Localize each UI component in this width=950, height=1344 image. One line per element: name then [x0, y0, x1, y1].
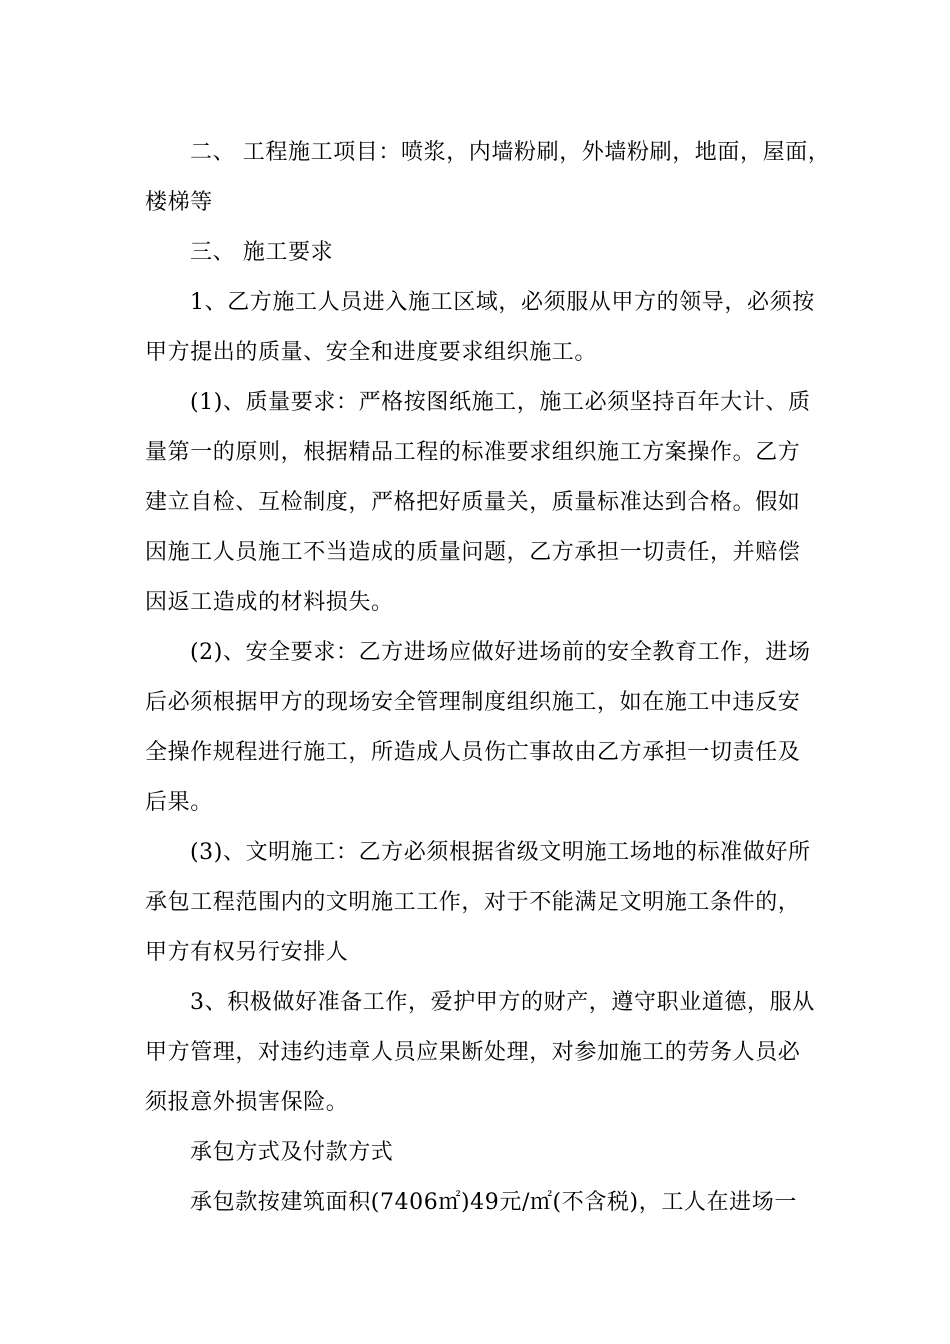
paragraph-line: 甲方有权另行安排人: [145, 940, 349, 965]
paragraph-line: 甲方提出的质量、安全和进度要求组织施工。: [145, 340, 598, 365]
paragraph-line: 全操作规程进行施工，所造成人员伤亡事故由乙方承担一切责任及: [145, 740, 801, 765]
paragraph-line: (1)、质量要求：严格按图纸施工，施工必须坚持百年大计、质: [190, 390, 811, 415]
paragraph-line: 量第一的原则，根据精品工程的标准要求组织施工方案操作。乙方: [145, 440, 801, 465]
section-heading: 承包方式及付款方式: [190, 1140, 394, 1165]
paragraph-line: 后必须根据甲方的现场安全管理制度组织施工，如在施工中违反安: [145, 690, 801, 715]
paragraph-line: 须报意外损害保险。: [145, 1090, 349, 1115]
paragraph-line: (3)、文明施工：乙方必须根据省级文明施工场地的标准做好所: [190, 840, 811, 865]
paragraph-line: 楼梯等: [145, 190, 213, 215]
paragraph-line: 1、乙方施工人员进入施工区域，必须服从甲方的领导，必须按: [190, 290, 815, 315]
paragraph-line: 承包款按建筑面积(7406㎡)49元/㎡(不含税)，工人在进场一: [190, 1190, 797, 1215]
paragraph-line: 后果。: [145, 790, 213, 815]
paragraph-line: 3、积极做好准备工作，爱护甲方的财产，遵守职业道德，服从: [190, 990, 815, 1015]
paragraph-line: 承包工程范围内的文明施工工作，对于不能满足文明施工条件的，: [145, 890, 801, 915]
paragraph-line: 因施工人员施工不当造成的质量问题，乙方承担一切责任，并赔偿: [145, 540, 801, 565]
paragraph-line: 甲方管理，对违约违章人员应果断处理，对参加施工的劳务人员必: [145, 1040, 801, 1065]
paragraph-line: 建立自检、互检制度，严格把好质量关，质量标准达到合格。假如: [145, 490, 801, 515]
section-3-heading: 三、 施工要求: [190, 240, 334, 265]
paragraph-line: 因返工造成的材料损失。: [145, 590, 394, 615]
paragraph-line: (2)、安全要求：乙方进场应做好进场前的安全教育工作，进场: [190, 640, 811, 665]
section-2-heading: 二、 工程施工项目：喷浆，内墙粉刷，外墙粉刷，地面，屋面，: [190, 140, 831, 165]
